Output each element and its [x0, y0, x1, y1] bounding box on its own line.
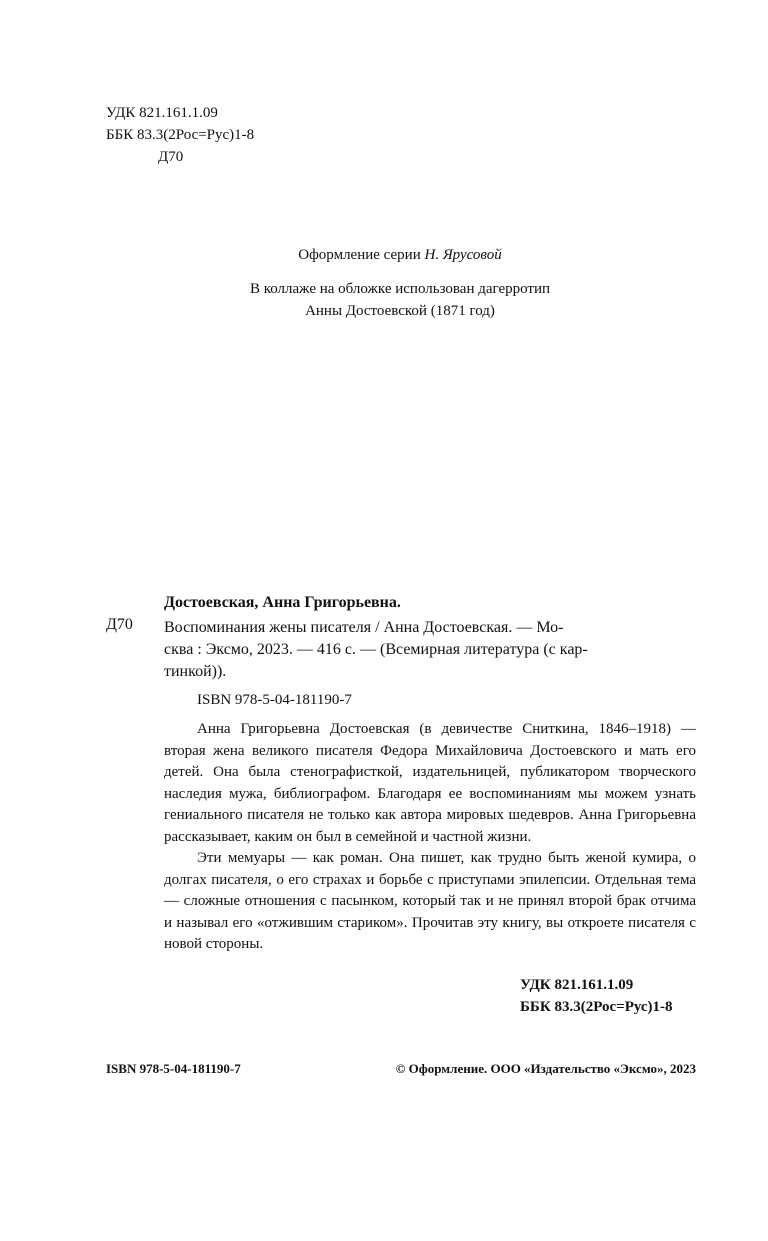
series-designer-name: Н. Ярусовой — [424, 247, 502, 263]
author-heading: Достоевская, Анна Григорьевна. — [164, 594, 401, 611]
isbn-line: ISBN 978-5-04-181190-7 — [197, 692, 352, 708]
bibliographic-code: Д70 — [106, 616, 133, 633]
series-design-credit — [100, 244, 700, 266]
bibliographic-record — [164, 592, 696, 956]
bbk-code: ББК 83.3(2Рос=Рус)1-8 — [106, 127, 255, 143]
udk-code: УДК 821.161.1.09 — [106, 105, 218, 121]
annotation-paragraph: Эти мемуары — как роман. Она пишет, как трудно быть женой кумира, о долгах писателя, о его страхах и борьбе с приступами эпилепсии. Отдельная тема — сложные отношения с пасынком, который так и не принял второй брак отчима и называл его «отжившим стариком». Прочитав эту книгу, вы откроете писателя с новой стороны. — [164, 850, 696, 952]
classification-block-top — [106, 102, 254, 168]
cover-credit-line1: В коллаже на обложке использован дагерротип — [249, 281, 551, 297]
cover-credit — [100, 278, 700, 322]
series-design-prefix: Оформление серии — [298, 247, 425, 263]
bbk-code-bottom: ББК 83.3(2Рос=Рус)1-8 — [520, 999, 673, 1015]
annotation-paragraph: Анна Григорьевна Достоевская (в девичестве Сниткина, 1846–1918) — вторая жена великого писателя Федора Михайловича Достоевского и мать его детей. Она была стенографисткой, издательницей, публикатором творческого наследия мужа, библиографом. Благодаря ее воспоминаниям мы можем узнать гениального писателя не только как автора мировых шедевров. Анна Григорьевна рассказывает, каким он был в семейной и частной жизни. — [164, 721, 696, 845]
footer-copyright: © Оформление. ООО «Издательство «Эксмо», 2023 — [395, 1061, 696, 1076]
classification-block-bottom — [520, 974, 673, 1018]
annotation — [164, 719, 696, 956]
footer-isbn: ISBN 978-5-04-181190-7 — [106, 1061, 241, 1076]
udk-code-bottom: УДК 821.161.1.09 — [520, 977, 634, 993]
title-line-3: тинкой)). — [164, 663, 227, 680]
author-code: Д70 — [158, 149, 184, 165]
cover-credit-line2: Анны Достоевской (1871 год) — [305, 303, 495, 319]
title-line-1: Воспоминания жены писателя / Анна Достоевская. — Мо- — [164, 619, 564, 636]
title-line-2: сква : Эксмо, 2023. — 416 с. — (Всемирная литература (с кар- — [164, 641, 588, 658]
